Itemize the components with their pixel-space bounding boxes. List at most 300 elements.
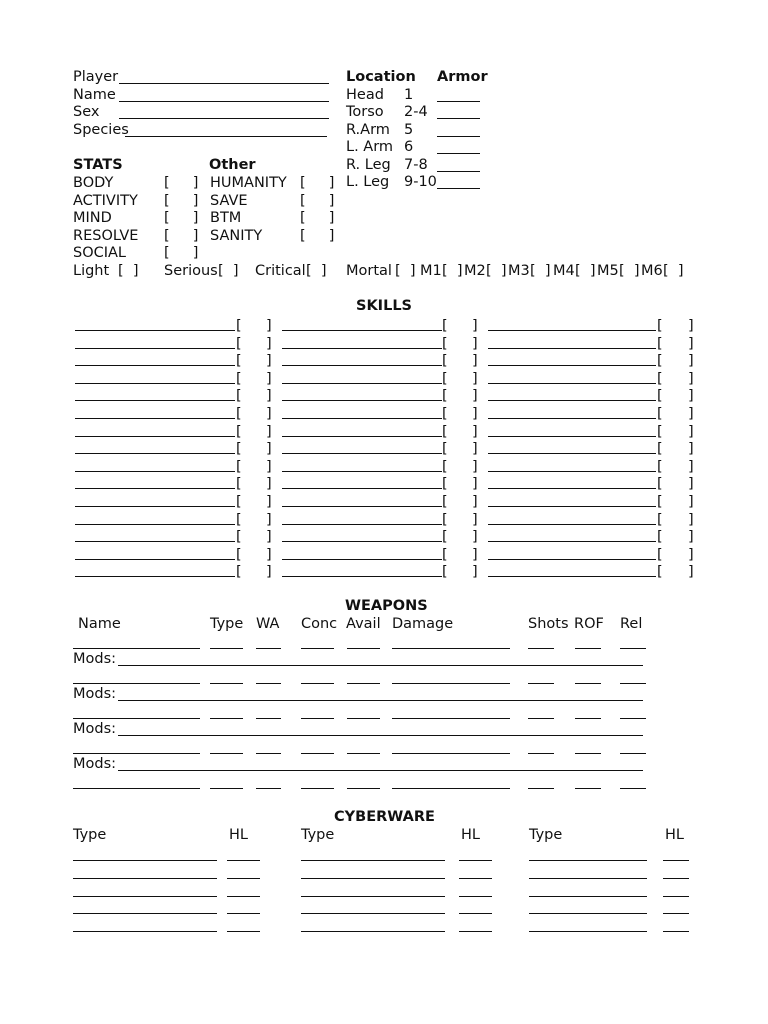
- weapon-field[interactable]: [301, 718, 334, 719]
- location-name: R. Leg: [346, 157, 391, 173]
- cyberware-type-field[interactable]: [73, 931, 217, 932]
- skill-bracket-open: [: [236, 494, 242, 510]
- skill-bracket-open: [: [657, 370, 663, 387]
- skill-value-box[interactable]: ]: [472, 423, 478, 440]
- cyberware-hl-field[interactable]: [459, 931, 492, 932]
- skill-value-box[interactable]: ]: [472, 370, 478, 387]
- skill-bracket-open: [: [236, 335, 242, 352]
- skill-value-box[interactable]: ]: [472, 458, 478, 475]
- skill-name-field[interactable]: [282, 365, 442, 366]
- skill-value-box[interactable]: ]: [472, 476, 478, 493]
- location-roll: 5: [404, 122, 414, 138]
- cyberware-type-field[interactable]: [73, 878, 217, 879]
- mortal-level-box[interactable]: [ ]: [486, 263, 507, 279]
- mortal-level-label: M6: [641, 263, 663, 279]
- skill-value-box[interactable]: ]: [266, 529, 272, 546]
- cyberware-hl-header: HL: [461, 827, 480, 843]
- cyberware-hl-field[interactable]: [459, 878, 492, 879]
- location-roll: 9-10: [404, 174, 437, 190]
- skill-value-box[interactable]: ]: [266, 423, 272, 440]
- skill-value-box[interactable]: ]: [472, 529, 478, 546]
- weapon-column-header: ROF: [574, 616, 604, 632]
- weapon-field[interactable]: [528, 753, 554, 754]
- skill-name-field[interactable]: [282, 348, 442, 349]
- skill-value-box[interactable]: ]: [266, 458, 272, 475]
- cyberware-type-field[interactable]: [73, 913, 217, 914]
- skill-name-field[interactable]: [488, 400, 656, 401]
- location-name: Head: [346, 87, 384, 103]
- weapon-field[interactable]: [347, 753, 380, 754]
- skill-bracket-open: [: [657, 529, 663, 546]
- weapon-field[interactable]: [210, 718, 243, 719]
- stat-label: SOCIAL: [73, 245, 127, 261]
- skill-bracket-open: [: [442, 423, 448, 440]
- skill-name-field[interactable]: [75, 576, 235, 577]
- skill-bracket-open: [: [236, 370, 242, 387]
- cyberware-type-header: Type: [529, 827, 563, 843]
- skill-name-field[interactable]: [282, 453, 442, 454]
- armor-value-field[interactable]: [437, 153, 480, 154]
- location-roll: 2-4: [404, 104, 428, 120]
- skill-name-field[interactable]: [488, 559, 656, 560]
- mortal-level-box[interactable]: [ ]: [530, 263, 551, 279]
- weapon-column-header: Conc: [301, 616, 338, 632]
- name-label: Name: [73, 87, 116, 103]
- skill-bracket-open: [: [442, 370, 448, 387]
- location-name: R.Arm: [346, 122, 390, 138]
- cyberware-type-field[interactable]: [529, 878, 647, 879]
- weapon-field[interactable]: [392, 788, 510, 789]
- skill-value-box[interactable]: ]: [266, 353, 272, 370]
- cyberware-hl-header: HL: [665, 827, 684, 843]
- skill-value-box[interactable]: ]: [266, 564, 272, 581]
- skill-bracket-open: [: [657, 564, 663, 581]
- skill-bracket-open: [: [236, 388, 242, 405]
- skill-name-field[interactable]: [488, 488, 656, 489]
- weapon-column-header: Type: [210, 616, 244, 632]
- stat-value-box[interactable]: [ ]: [164, 210, 199, 226]
- serious-wound-label: Serious: [164, 263, 218, 279]
- skill-value-box[interactable]: ]: [688, 546, 694, 563]
- skill-bracket-open: [: [442, 476, 448, 493]
- weapon-field[interactable]: [347, 648, 380, 649]
- skill-bracket-open: [: [236, 476, 242, 493]
- weapon-field[interactable]: [256, 648, 281, 649]
- skill-name-field[interactable]: [282, 471, 442, 472]
- mortal-wound-box[interactable]: [ ]: [395, 263, 416, 279]
- weapon-field[interactable]: [620, 648, 646, 649]
- cyberware-hl-field[interactable]: [459, 896, 492, 897]
- cyberware-hl-field[interactable]: [227, 896, 260, 897]
- skill-name-field[interactable]: [75, 471, 235, 472]
- weapon-column-header: Name: [78, 616, 121, 632]
- skill-bracket-open: [: [236, 318, 242, 334]
- mortal-level-label: M4: [553, 263, 575, 279]
- cyberware-type-field[interactable]: [301, 860, 445, 861]
- skill-name-field[interactable]: [488, 383, 656, 384]
- skill-bracket-open: [: [442, 564, 448, 581]
- skill-bracket-open: [: [657, 546, 663, 563]
- cyberware-hl-field[interactable]: [459, 860, 492, 861]
- mods-field[interactable]: [118, 700, 643, 701]
- skill-name-field[interactable]: [488, 506, 656, 507]
- skill-bracket-open: [: [442, 458, 448, 475]
- stats-heading: STATS: [73, 157, 123, 173]
- skill-name-field[interactable]: [75, 559, 235, 560]
- location-name: L. Arm: [346, 139, 394, 155]
- skill-value-box[interactable]: ]: [688, 388, 694, 405]
- weapon-field[interactable]: [301, 788, 334, 789]
- skill-bracket-open: [: [657, 318, 663, 334]
- stat-value-box[interactable]: [ ]: [164, 228, 199, 244]
- skill-name-field[interactable]: [488, 524, 656, 525]
- cyberware-hl-field[interactable]: [663, 860, 689, 861]
- other-stat-value-box[interactable]: [ ]: [300, 175, 335, 191]
- weapon-field[interactable]: [620, 718, 646, 719]
- weapon-field[interactable]: [392, 718, 510, 719]
- armor-value-field[interactable]: [437, 188, 480, 189]
- weapon-field[interactable]: [210, 683, 243, 684]
- armor-heading: Armor: [437, 69, 488, 85]
- cyberware-hl-field[interactable]: [663, 878, 689, 879]
- skill-name-field[interactable]: [282, 559, 442, 560]
- cyberware-hl-field[interactable]: [663, 913, 689, 914]
- mods-field[interactable]: [118, 665, 643, 666]
- species-label: Species: [73, 122, 129, 138]
- skill-bracket-open: [: [657, 476, 663, 493]
- cyberware-type-field[interactable]: [301, 896, 445, 897]
- skill-name-field[interactable]: [488, 365, 656, 366]
- player-label: Player: [73, 69, 119, 85]
- weapon-field[interactable]: [347, 683, 380, 684]
- cyberware-type-field[interactable]: [529, 931, 647, 932]
- skill-bracket-open: [: [657, 458, 663, 475]
- mortal-level-box[interactable]: [ ]: [619, 263, 640, 279]
- stat-label: MIND: [73, 210, 112, 226]
- weapon-field[interactable]: [620, 788, 646, 789]
- skill-bracket-open: [: [442, 406, 448, 422]
- sex-field[interactable]: [119, 118, 329, 119]
- skill-bracket-open: [: [657, 423, 663, 440]
- player-field[interactable]: [119, 83, 329, 84]
- skill-name-field[interactable]: [488, 541, 656, 542]
- weapon-field[interactable]: [347, 788, 380, 789]
- skill-name-field[interactable]: [75, 541, 235, 542]
- skill-value-box[interactable]: ]: [472, 406, 478, 422]
- cyberware-type-field[interactable]: [301, 913, 445, 914]
- cyberware-type-field[interactable]: [529, 913, 647, 914]
- weapon-field[interactable]: [392, 648, 510, 649]
- weapon-column-header: WA: [256, 616, 280, 632]
- weapon-field[interactable]: [575, 718, 601, 719]
- skill-value-box[interactable]: ]: [472, 318, 478, 334]
- skill-bracket-open: [: [236, 511, 242, 528]
- skill-bracket-open: [: [236, 529, 242, 546]
- species-field[interactable]: [125, 136, 327, 137]
- cyberware-hl-field[interactable]: [227, 931, 260, 932]
- skill-value-box[interactable]: ]: [266, 318, 272, 334]
- armor-value-field[interactable]: [437, 136, 480, 137]
- skill-value-box[interactable]: ]: [472, 388, 478, 405]
- skill-value-box[interactable]: ]: [688, 476, 694, 493]
- armor-value-field[interactable]: [437, 171, 480, 172]
- skill-value-box[interactable]: ]: [266, 370, 272, 387]
- skill-value-box[interactable]: ]: [266, 494, 272, 510]
- cyberware-hl-header: HL: [229, 827, 248, 843]
- armor-value-field[interactable]: [437, 118, 480, 119]
- weapon-field[interactable]: [256, 753, 281, 754]
- mortal-level-label: M5: [597, 263, 619, 279]
- weapon-field[interactable]: [256, 788, 281, 789]
- skill-value-box[interactable]: ]: [688, 353, 694, 370]
- skill-bracket-open: [: [236, 406, 242, 422]
- skill-name-field[interactable]: [75, 418, 235, 419]
- cyberware-type-field[interactable]: [301, 878, 445, 879]
- weapon-field[interactable]: [528, 648, 554, 649]
- skill-name-field[interactable]: [282, 383, 442, 384]
- weapon-field[interactable]: [73, 753, 200, 754]
- other-stat-value-box[interactable]: [ ]: [300, 228, 335, 244]
- skill-bracket-open: [: [236, 564, 242, 581]
- weapon-field[interactable]: [575, 753, 601, 754]
- cyberware-type-field[interactable]: [73, 860, 217, 861]
- skill-value-box[interactable]: ]: [688, 494, 694, 510]
- stat-label: ACTIVITY: [73, 193, 138, 209]
- weapon-field[interactable]: [73, 683, 200, 684]
- skill-bracket-open: [: [657, 388, 663, 405]
- skill-name-field[interactable]: [75, 436, 235, 437]
- weapons-heading: WEAPONS: [345, 598, 428, 614]
- skill-value-box[interactable]: ]: [266, 511, 272, 528]
- skill-name-field[interactable]: [75, 453, 235, 454]
- skill-bracket-open: [: [442, 318, 448, 334]
- skill-bracket-open: [: [236, 546, 242, 563]
- weapon-field[interactable]: [301, 648, 334, 649]
- skill-value-box[interactable]: ]: [688, 370, 694, 387]
- stat-value-box[interactable]: [ ]: [164, 245, 199, 261]
- armor-value-field[interactable]: [437, 101, 480, 102]
- light-wound-label: Light: [73, 263, 110, 279]
- cyberware-hl-field[interactable]: [227, 878, 260, 879]
- skill-value-box[interactable]: ]: [688, 564, 694, 581]
- mods-label: Mods:: [73, 651, 117, 667]
- skill-value-box[interactable]: ]: [266, 546, 272, 563]
- skill-name-field[interactable]: [75, 506, 235, 507]
- mortal-level-box[interactable]: [ ]: [663, 263, 684, 279]
- location-roll: 6: [404, 139, 414, 155]
- weapon-field[interactable]: [392, 753, 510, 754]
- skill-value-box[interactable]: ]: [472, 494, 478, 510]
- stat-value-box[interactable]: [ ]: [164, 193, 199, 209]
- weapon-field[interactable]: [210, 788, 243, 789]
- skill-name-field[interactable]: [488, 418, 656, 419]
- skill-name-field[interactable]: [75, 330, 235, 331]
- skill-name-field[interactable]: [282, 488, 442, 489]
- skill-bracket-open: [: [236, 353, 242, 370]
- weapon-field[interactable]: [210, 753, 243, 754]
- location-heading: Location: [346, 69, 416, 85]
- skill-name-field[interactable]: [75, 488, 235, 489]
- skill-value-box[interactable]: ]: [688, 458, 694, 475]
- weapon-field[interactable]: [620, 683, 646, 684]
- skill-value-box[interactable]: ]: [688, 511, 694, 528]
- location-roll: 7-8: [404, 157, 428, 173]
- skill-value-box[interactable]: ]: [688, 406, 694, 422]
- other-heading: Other: [209, 157, 256, 173]
- weapon-field[interactable]: [301, 753, 334, 754]
- weapon-field[interactable]: [528, 788, 554, 789]
- weapon-field[interactable]: [73, 788, 200, 789]
- other-stat-value-box[interactable]: [ ]: [300, 210, 335, 226]
- cyberware-heading: CYBERWARE: [334, 809, 435, 825]
- critical-wound-box[interactable]: [ ]: [306, 263, 327, 279]
- skill-name-field[interactable]: [488, 348, 656, 349]
- cyberware-hl-field[interactable]: [227, 913, 260, 914]
- weapon-field[interactable]: [392, 683, 510, 684]
- skill-bracket-open: [: [657, 406, 663, 422]
- stat-value-box[interactable]: [ ]: [164, 175, 199, 191]
- weapon-field[interactable]: [528, 718, 554, 719]
- skill-name-field[interactable]: [488, 471, 656, 472]
- weapon-column-header: Damage: [392, 616, 454, 632]
- skill-value-box[interactable]: ]: [472, 441, 478, 458]
- cyberware-type-field[interactable]: [529, 896, 647, 897]
- other-stat-label: SAVE: [210, 193, 248, 209]
- sex-label: Sex: [73, 104, 100, 120]
- skill-bracket-open: [: [657, 511, 663, 528]
- skill-bracket-open: [: [236, 423, 242, 440]
- location-name: Torso: [346, 104, 384, 120]
- skill-value-box[interactable]: ]: [266, 388, 272, 405]
- skill-value-box[interactable]: ]: [472, 546, 478, 563]
- weapon-field[interactable]: [256, 718, 281, 719]
- skill-name-field[interactable]: [282, 330, 442, 331]
- weapon-field[interactable]: [575, 648, 601, 649]
- skill-value-box[interactable]: ]: [688, 335, 694, 352]
- skill-value-box[interactable]: ]: [266, 441, 272, 458]
- mortal-level-box[interactable]: [ ]: [442, 263, 463, 279]
- serious-wound-box[interactable]: [ ]: [218, 263, 239, 279]
- skill-value-box[interactable]: ]: [688, 529, 694, 546]
- other-stat-value-box[interactable]: [ ]: [300, 193, 335, 209]
- weapon-field[interactable]: [256, 683, 281, 684]
- location-name: L. Leg: [346, 174, 390, 190]
- skill-bracket-open: [: [657, 441, 663, 458]
- mods-field[interactable]: [118, 735, 643, 736]
- skill-name-field[interactable]: [282, 576, 442, 577]
- skill-bracket-open: [: [442, 353, 448, 370]
- skill-bracket-open: [: [442, 335, 448, 352]
- skill-bracket-open: [: [236, 441, 242, 458]
- skill-name-field[interactable]: [282, 400, 442, 401]
- skill-bracket-open: [: [442, 441, 448, 458]
- skill-name-field[interactable]: [282, 524, 442, 525]
- weapon-column-header: Avail: [346, 616, 381, 632]
- skill-value-box[interactable]: ]: [266, 335, 272, 352]
- mortal-level-label: M3: [508, 263, 530, 279]
- skill-name-field[interactable]: [488, 436, 656, 437]
- weapon-field[interactable]: [73, 718, 200, 719]
- weapon-field[interactable]: [347, 718, 380, 719]
- skill-name-field[interactable]: [488, 330, 656, 331]
- name-field[interactable]: [119, 101, 329, 102]
- cyberware-type-header: Type: [301, 827, 335, 843]
- skill-name-field[interactable]: [488, 453, 656, 454]
- weapon-field[interactable]: [73, 648, 200, 649]
- skill-name-field[interactable]: [488, 576, 656, 577]
- skill-bracket-open: [: [442, 546, 448, 563]
- skill-name-field[interactable]: [75, 365, 235, 366]
- cyberware-type-field[interactable]: [73, 896, 217, 897]
- mods-label: Mods:: [73, 721, 117, 737]
- weapon-column-header: Shots: [528, 616, 569, 632]
- weapon-field[interactable]: [620, 753, 646, 754]
- mortal-level-box[interactable]: [ ]: [575, 263, 596, 279]
- mods-field[interactable]: [118, 770, 643, 771]
- skill-value-box[interactable]: ]: [688, 318, 694, 334]
- skill-bracket-open: [: [236, 458, 242, 475]
- skill-name-field[interactable]: [282, 506, 442, 507]
- other-stat-label: SANITY: [210, 228, 263, 244]
- cyberware-type-header: Type: [73, 827, 107, 843]
- weapon-column-header: Rel: [620, 616, 643, 632]
- skill-bracket-open: [: [442, 529, 448, 546]
- critical-wound-label: Critical: [255, 263, 306, 279]
- skill-value-box[interactable]: ]: [266, 406, 272, 422]
- skill-name-field[interactable]: [282, 541, 442, 542]
- skills-heading: SKILLS: [356, 298, 412, 314]
- cyberware-type-field[interactable]: [301, 931, 445, 932]
- skill-value-box[interactable]: ]: [472, 564, 478, 581]
- mortal-wound-label: Mortal: [346, 263, 392, 279]
- light-wound-box[interactable]: [ ]: [118, 263, 139, 279]
- mortal-level-label: M2: [464, 263, 486, 279]
- weapon-field[interactable]: [575, 683, 601, 684]
- skill-name-field[interactable]: [75, 383, 235, 384]
- skill-bracket-open: [: [657, 353, 663, 370]
- cyberware-hl-field[interactable]: [459, 913, 492, 914]
- mods-label: Mods:: [73, 686, 117, 702]
- skill-bracket-open: [: [442, 494, 448, 510]
- skill-bracket-open: [: [442, 388, 448, 405]
- skill-name-field[interactable]: [75, 400, 235, 401]
- skill-value-box[interactable]: ]: [688, 441, 694, 458]
- weapon-field[interactable]: [301, 683, 334, 684]
- weapon-field[interactable]: [575, 788, 601, 789]
- skill-value-box[interactable]: ]: [472, 353, 478, 370]
- skill-bracket-open: [: [657, 494, 663, 510]
- skill-value-box[interactable]: ]: [472, 511, 478, 528]
- other-stat-label: BTM: [210, 210, 242, 226]
- weapon-field[interactable]: [528, 683, 554, 684]
- weapon-field[interactable]: [210, 648, 243, 649]
- cyberware-hl-field[interactable]: [227, 860, 260, 861]
- skill-name-field[interactable]: [75, 524, 235, 525]
- skill-name-field[interactable]: [282, 418, 442, 419]
- skill-bracket-open: [: [442, 511, 448, 528]
- skill-value-box[interactable]: ]: [266, 476, 272, 493]
- mods-label: Mods:: [73, 756, 117, 772]
- stat-label: BODY: [73, 175, 114, 191]
- skill-value-box[interactable]: ]: [472, 335, 478, 352]
- skill-name-field[interactable]: [282, 436, 442, 437]
- cyberware-type-field[interactable]: [529, 860, 647, 861]
- skill-value-box[interactable]: ]: [688, 423, 694, 440]
- cyberware-hl-field[interactable]: [663, 931, 689, 932]
- skill-name-field[interactable]: [75, 348, 235, 349]
- location-roll: 1: [404, 87, 414, 103]
- cyberware-hl-field[interactable]: [663, 896, 689, 897]
